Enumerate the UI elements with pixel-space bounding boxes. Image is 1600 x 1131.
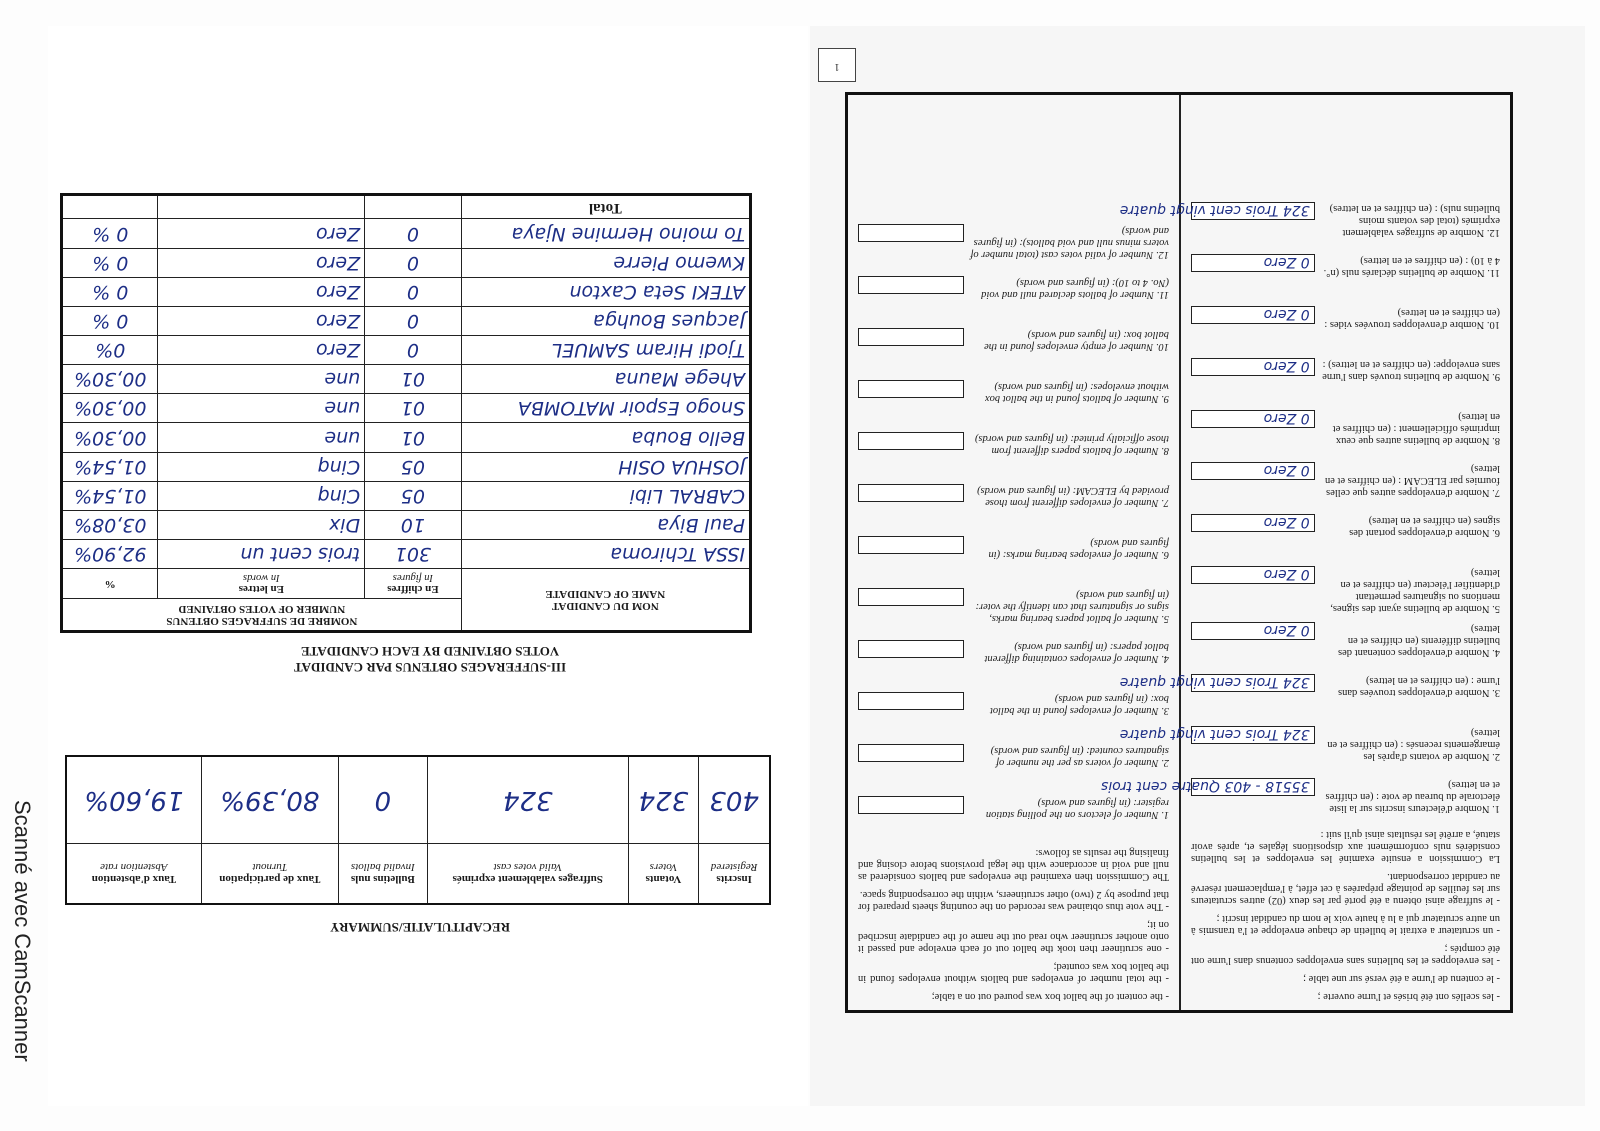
candidate-name: JOSHUA OSIH (461, 452, 750, 481)
candidate-name: Bello Bouba (461, 423, 750, 452)
candidate-words: Zero (158, 336, 365, 365)
form-item-value-box[interactable]: 324 Trois cent vingt quatre (1191, 674, 1315, 692)
form-item (1191, 306, 1500, 350)
form-item (1191, 410, 1500, 454)
candidate-words: Zero (158, 248, 365, 277)
summary-header (699, 844, 770, 905)
form-column-french (1101, 95, 1510, 1010)
form-item (1191, 254, 1500, 298)
summary-header (66, 844, 201, 905)
candidates-table (60, 193, 752, 633)
candidate-words: trois cent un (158, 539, 365, 568)
form-item-value-box[interactable]: 324 Trois cent vingt quatre (1191, 202, 1315, 220)
form-item-value-box[interactable]: 0 Zero (1191, 254, 1315, 272)
form-item-label: 6. Number of envelopes bearing marks: (in figures and words) (988, 537, 1169, 560)
form-item-value-box[interactable] (858, 484, 964, 502)
form-item-value-box[interactable]: 0 Zero (1191, 514, 1315, 532)
intro-paragraph: - le contenu de l'urne a été versé sur une table ; (1303, 973, 1500, 984)
candidate-words: une (158, 365, 365, 394)
candidate-figures: 10 (365, 510, 461, 539)
summary-table (65, 755, 771, 905)
candidate-name: Jacques Bouhga (461, 306, 750, 335)
form-item-label: 8. Nombre de bulletins autres que ceux imprimés officiellement : (en chiffres et en lettres) (1332, 411, 1500, 446)
candidate-name: Ahege Mauna (461, 365, 750, 394)
candidate-row (62, 539, 751, 568)
form-item-value-box[interactable]: 0 Zero (1191, 622, 1315, 640)
form-item-value-box[interactable] (858, 224, 964, 242)
form-item-label: 7. Nombre d'enveloppes autres que celles fournies par ELECAM : (en chiffres et en lettres) (1324, 463, 1500, 498)
candidate-row (62, 219, 751, 248)
intro-paragraph: - The vote thus obtained was recorded on the counting sheets prepared for that purpose by 2 (two) other scrutineers, within the corresponding space. (858, 889, 1169, 912)
form-item-value-box[interactable] (858, 432, 964, 450)
candidate-pct: 00,30% (62, 394, 158, 423)
candidate-pct: 0% (62, 336, 158, 365)
candidate-figures: 05 (365, 452, 461, 481)
candidate-figures: 0 (365, 219, 461, 248)
form-item (858, 744, 1169, 788)
candidate-figures: 01 (365, 394, 461, 423)
intro-paragraph: - un scrutateur a extrait le bulletin de chaque enveloppe et l'a transmis à un autre scrutateur qui a lu à haute voix le nom du candidat inscrit ; (1191, 913, 1500, 936)
summary-value: 324 (427, 756, 628, 844)
intro-paragraph: - the total number of envelopes and ballots without envelopes found in the ballot box was counted; (858, 961, 1169, 984)
summary-header-en: Abstention rate (100, 861, 168, 874)
candidate-pct: 0 % (62, 277, 158, 306)
col-words-header: En lettres In words (158, 569, 365, 599)
summary-table-wrapper (65, 755, 771, 905)
candidate-words: une (158, 423, 365, 452)
total-label: Total (461, 195, 750, 219)
total-figures (365, 195, 461, 219)
candidate-words: Zero (158, 306, 365, 335)
candidate-words: Dix (158, 510, 365, 539)
candidate-pct: 00,30% (62, 423, 158, 452)
summary-value: 0 (338, 756, 427, 844)
form-item-value-box[interactable]: 0 Zero (1191, 306, 1315, 324)
summary-header-fr: Taux d'abstention (91, 873, 177, 886)
form-item (858, 588, 1169, 632)
candidate-words: Cinq (158, 481, 365, 510)
candidate-words: Zero (158, 277, 365, 306)
form-item (1191, 566, 1500, 614)
form-item (1119, 726, 1500, 770)
candidate-name: Paul Biya (461, 510, 750, 539)
form-item (858, 276, 1169, 320)
form-item (1119, 674, 1500, 718)
form-item-label: 9. Number of ballots found in the ballot box without envelopes: (in figures and words) (984, 381, 1169, 404)
summary-header-fr: Suffrages valablement exprimés (452, 873, 603, 886)
total-pct (62, 195, 158, 219)
candidate-figures: 01 (365, 365, 461, 394)
form-item-label: 9. Nombre de bulletins trouvés dans l'urne sans enveloppe: (en chiffres et en lettres) : (1322, 359, 1500, 382)
form-item-value-box[interactable]: 324 Trois cent vingt quatre (1191, 726, 1315, 744)
summary-header (338, 844, 427, 905)
candidate-pct: 0 % (62, 248, 158, 277)
form-item-value-box[interactable] (858, 796, 964, 814)
form-item (1191, 622, 1500, 666)
intro-paragraph: - les scellés ont été brisés et l'urne ouverte ; (1317, 991, 1500, 1002)
candidate-figures: 0 (365, 277, 461, 306)
candidate-pct: 0 % (62, 219, 158, 248)
form-item-value-box[interactable] (858, 328, 964, 346)
candidate-figures: 301 (365, 539, 461, 568)
form-item-label: 1. Nombre d'électeurs inscrits sur la liste électorale du bureau de vote : (en chiffres et en lettres) (1325, 779, 1500, 814)
candidate-words: une (158, 394, 365, 423)
summary-header (628, 844, 699, 905)
candidate-pct: 00,30% (62, 365, 158, 394)
candidate-name: Snogo Espoir MATOMBA (461, 394, 750, 423)
form-item (1191, 358, 1500, 402)
candidate-words: Cinq (158, 452, 365, 481)
candidate-row (62, 336, 751, 365)
summary-title: RECAPITULATIE/SUMMARY (330, 920, 510, 935)
candidate-name: ISSA Tchiroma (461, 539, 750, 568)
total-words (158, 195, 365, 219)
form-column-english (848, 95, 1179, 1010)
summary-header-fr: Votants (645, 873, 682, 886)
form-item-label: 11. Number of ballots declared null and void (No. 4 to 10): (in figures and words) (981, 277, 1169, 300)
candidate-pct: 03,08% (62, 510, 158, 539)
summary-header-en: Registered (710, 861, 758, 874)
candidate-name: ATEKI Seta Caxton (461, 277, 750, 306)
candidate-pct: 92,90% (62, 539, 158, 568)
form-item-label: 1. Number of electors on the polling station register: (in figures and words) (985, 797, 1169, 820)
page-tab: 1 (818, 48, 856, 82)
col-votes-header: NOMBRE DE SUFFRAGES OBTENUS NUMBER OF VOTES OBTAINED (62, 599, 462, 632)
candidate-pct: 01,54% (62, 481, 158, 510)
candidate-name: Tjodi Hiram SAMUEL (461, 336, 750, 365)
form-item (858, 536, 1169, 580)
summary-header-en: Voters (649, 861, 678, 874)
summary-value: 80,39% (201, 756, 338, 844)
candidate-figures: 05 (365, 481, 461, 510)
form-item (1191, 514, 1500, 558)
intro-paragraph: - one scrutineer then took the ballot out of each envelope and passed it onto another scrutineer who read out the name of the candidate inscribed on it; (858, 919, 1169, 954)
form-item (858, 380, 1169, 424)
col-pct-header: % (62, 569, 158, 599)
intro-paragraph: - les enveloppes et les bulletins sans enveloppes contenus dans l'urne ont été comptés ; (1191, 943, 1500, 966)
summary-header (201, 844, 338, 905)
intro-paragraph: La Commission a ensuite examiné les enveloppes et les bulletins considérés nuls conformément aux dispositions légales et, après avoir statué, a arrêté les résultats ainsi qu'il suit : (1191, 829, 1500, 864)
summary-header (427, 844, 628, 905)
candidate-pct: 0 % (62, 306, 158, 335)
candidate-words: Zero (158, 219, 365, 248)
candidates-section-title: III-SUFFERAGES OBTENUS PAR CANDIDAT VOTES OBTAINED BY EACH CANDIDATE (293, 644, 567, 675)
intro-paragraph: - the content of the ballot box was poured out on a table; (931, 991, 1169, 1002)
form-item-value-box[interactable] (858, 640, 964, 658)
col-name-header: NOM DU CANDIDAT NAME OF CANDIDATE (461, 569, 750, 632)
form-item-label: 12. Number of valid votes cast (total number of voters minus null and void ballots): (in figures and words) (970, 225, 1169, 260)
candidate-figures: 0 (365, 306, 461, 335)
form-item-label: 3. Nombre d'enveloppes trouvées dans l'urne : (en chiffres et en lettres) (1338, 675, 1500, 698)
camscanner-watermark (5, 800, 65, 1090)
summary-header-fr: Taux de participation (219, 873, 321, 886)
form-item (1191, 462, 1500, 506)
watermark-text: Scanné avec CamScanner (10, 800, 35, 1062)
candidate-row (62, 365, 751, 394)
form-item-value-box[interactable]: 0 Zero (1191, 462, 1315, 480)
form-item-label: 10. Number of empty envelopes found in the ballot box: (in figures and words) (984, 329, 1169, 352)
form-item-label: 2. Number of voters as per the number of signatures counted: (in figures and words) (990, 745, 1169, 768)
form-item (858, 640, 1169, 684)
form-item-label: 5. Number of ballot papers bearing marks, signs or signatures that can identify the voter: (in figures and words) (975, 589, 1169, 624)
form-item (1119, 202, 1500, 246)
form-item (858, 328, 1169, 372)
form-item-value-box[interactable]: 0 Zero (1191, 410, 1315, 428)
form-item-label: 6. Nombre d'enveloppes portant des signes (en chiffres et en lettres) (1349, 515, 1500, 538)
form-item-value-box[interactable] (858, 276, 964, 294)
candidate-row (62, 394, 751, 423)
summary-header-en: Turnout (252, 861, 288, 874)
form-item-label: 4. Number of envelopes containing different ballot papers: (in figures and words) (984, 641, 1169, 664)
candidate-row (62, 510, 751, 539)
form-item (1101, 778, 1500, 822)
candidate-row (62, 248, 751, 277)
form-item-value-box[interactable] (858, 588, 964, 606)
candidate-figures: 01 (365, 423, 461, 452)
candidate-name: To moino Hermine Njaya (461, 219, 750, 248)
intro-paragraph: The Commission then examined the envelopes and ballots considered as null and void in accordance with the legal provisions before closing and finalising the results as follows: (858, 847, 1169, 882)
form-item-label: 7. Number of envelopes different from those provided by ELECAM: (in figures and words) (977, 485, 1169, 508)
form-item-label: 8. Number of ballots papers different from those officially printed: (in figures and words) (974, 433, 1169, 456)
summary-value: 403 (699, 756, 770, 844)
summary-header-en: Valid votes cast (493, 861, 562, 874)
form-item (858, 484, 1169, 528)
form-item-label: 4. Nombre d'enveloppes contenant des bulletins différents (en chiffres et en lettres) (1338, 623, 1500, 658)
form-item-value-box[interactable] (858, 380, 964, 398)
candidate-figures: 0 (365, 336, 461, 365)
form-item-label: 12. Nombre de suffrages valablement exprimés (total des votants moins bulletins nuls) : (en chiffres et en lettres) (1329, 203, 1500, 238)
form-item-value-box[interactable] (858, 744, 964, 762)
form-item-value-box[interactable]: 0 Zero (1191, 358, 1315, 376)
form-item-label: 5. Nombre de bulletins ayant des signes, mentions ou signatures permettant d'identifier l'électeur (en chiffres et en lettres) (1330, 567, 1500, 614)
form-item (858, 224, 1169, 268)
summary-header-fr: Inscrits (716, 873, 752, 886)
form-item (858, 432, 1169, 476)
form-item-value-box[interactable]: 35518 - 403 Quatre cent trois (1191, 778, 1315, 796)
form-item-label: 2. Nombre de votants d'après les émargements recensés : (en chiffres et en lettres) (1327, 727, 1500, 762)
form-item-value-box[interactable] (858, 536, 964, 554)
candidate-figures: 0 (365, 248, 461, 277)
candidate-row (62, 423, 751, 452)
count-report-form (845, 92, 1513, 1013)
form-item-value-box[interactable] (858, 692, 964, 710)
intro-paragraph: - le suffrage ainsi obtenu a été porté par les deux (02) autres scrutateurs sur les feuilles de pointage préparées à cet effet, à l'emplacement réservé au candidat correspondant. (1191, 871, 1500, 906)
candidate-row (62, 452, 751, 481)
summary-value: 19,60% (66, 756, 201, 844)
summary-value: 324 (628, 756, 699, 844)
candidate-name: CABRAL Libi (461, 481, 750, 510)
form-item (858, 692, 1169, 736)
form-item-label: 3. Number of envelopes found in the ballot box: (in figures and words) (989, 693, 1169, 716)
candidates-table-wrapper (60, 193, 752, 633)
summary-header-en: Invalid ballots (350, 861, 415, 874)
form-item-value-box[interactable]: 0 Zero (1191, 566, 1315, 584)
form-item-label: 10. Nombre d'enveloppes trouvées vides : (en chiffres et en lettres) (1324, 307, 1500, 330)
candidate-row (62, 277, 751, 306)
candidate-row (62, 306, 751, 335)
candidate-name: Kwemo Pierre (461, 248, 750, 277)
form-item-label: 11. Nombre de bulletins déclarés nuls (n°. 4 à 10) : (en chiffres et en lettres) (1323, 255, 1500, 278)
candidate-pct: 01,54% (62, 452, 158, 481)
candidate-row (62, 481, 751, 510)
form-item (858, 796, 1169, 840)
summary-header-fr: Bulletins nuls (350, 873, 415, 886)
col-figures-header: En chiffres In figures (365, 569, 461, 599)
